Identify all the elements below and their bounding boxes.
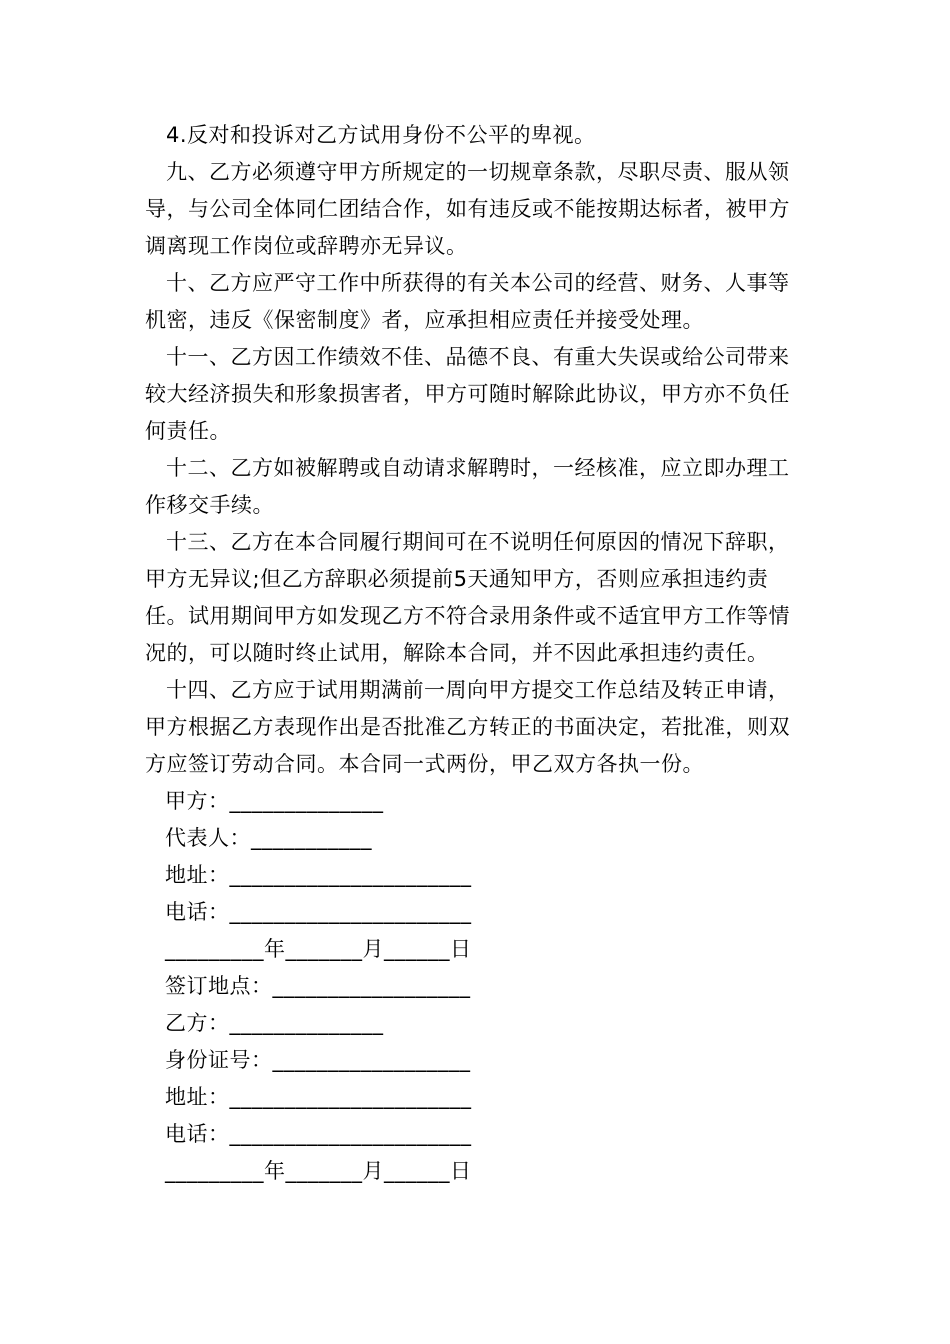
clause-14: 十四、乙方应于试用期满前一周向甲方提交工作总结及转正申请，甲方根据乙方表现作出是否批准乙方转正的书面决定，若批准，则双方应签订劳动合同。本合同一式两份，甲乙双方各执一份。 — [145, 678, 790, 776]
id-number-field: 身份证号：__________________ — [165, 1048, 471, 1072]
signing-place-field: 签订地点：__________________ — [165, 974, 471, 998]
clause-12: 十二、乙方如被解聘或自动请求解聘时，一经核准，应立即办理工作移交手续。 — [145, 456, 790, 517]
clause-9: 九、乙方必须遵守甲方所规定的一切规章条款，尽职尽责、服从领导，与公司全体同仁团结合作，如有违反或不能按期达标者，被甲方调离现工作岗位或辞聘亦无异议。 — [145, 160, 790, 258]
clause-11: 十一、乙方因工作绩效不佳、品德不良、有重大失误或给公司带来较大经济损失和形象损害者，甲方可随时解除此协议，甲方亦不负任何责任。 — [145, 345, 790, 443]
party-a-address-field: 地址：______________________ — [165, 863, 472, 887]
clause-4: 4.反对和投诉对乙方试用身份不公平的卑视。 — [166, 123, 596, 147]
clause-13: 十三、乙方在本合同履行期间可在不说明任何原因的情况下辞职，甲方无异议;但乙方辞职必须提前5天通知甲方，否则应承担违约责任。试用期间甲方如发现乙方不符合录用条件或不适宜甲方工作等情况的，可以随时终止试用，解除本合同，并不因此承担违约责任。 — [145, 530, 790, 665]
party-b-address-field: 地址：______________________ — [165, 1085, 472, 1109]
party-a-phone-field: 电话：______________________ — [165, 900, 472, 924]
clause-10: 十、乙方应严守工作中所获得的有关本公司的经营、财务、人事等机密，违反《保密制度》者，应承担相应责任并接受处理。 — [145, 271, 790, 332]
party-b-field: 乙方：______________ — [165, 1011, 384, 1035]
party-a-field: 甲方：______________ — [165, 789, 384, 813]
party-b-date-field: _________年_______月______日 — [165, 1159, 472, 1183]
party-b-phone-field: 电话：______________________ — [165, 1122, 472, 1146]
party-a-date-field: _________年_______月______日 — [165, 937, 472, 961]
representative-field: 代表人：___________ — [165, 826, 372, 850]
